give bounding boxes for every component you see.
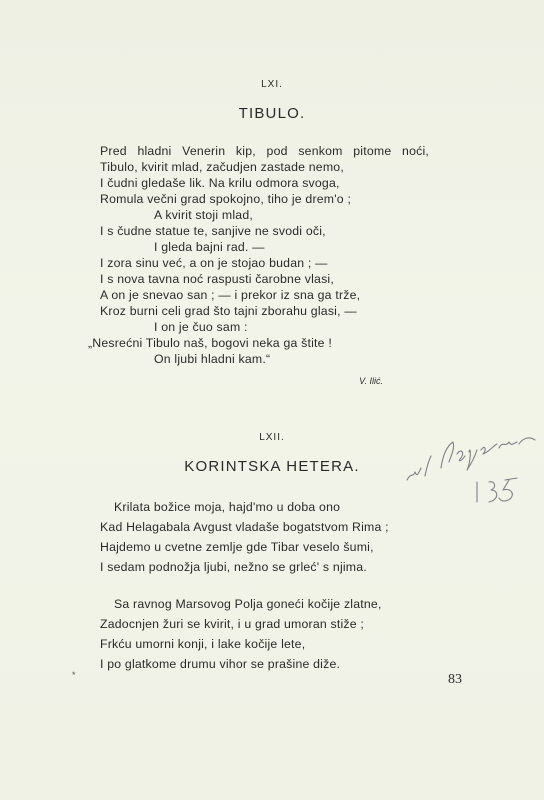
poem-line: I s čudne statue te, sanjive ne svodi oči, — [100, 224, 326, 238]
poem-line: On ljubi hladni kam.“ — [154, 352, 271, 366]
poem-line: A kvirit stoji mlad, — [154, 208, 253, 222]
poem-line: Romula večni grad spokojno, tiho je drem'o ; — [100, 192, 352, 206]
poem-line: „Nesrećni Tibulo naš, bogovi neka ga štite ! — [88, 336, 332, 350]
poem-line: Hajdemo u cvetne zemlje gde Tibar veselo šumi, — [100, 540, 374, 554]
poem-title-korintska-hetera: KORINTSKA HETERA. — [184, 458, 360, 475]
poem-line: Sa ravnog Marsovog Polja goneći kočije zlatne, — [114, 597, 382, 611]
author-signature: V. Ilić. — [359, 376, 383, 386]
poem-line: I on je čuo sam : — [154, 320, 248, 334]
poem-line: Tibulo, kvirit mlad, začudjen zastade nemo, — [100, 160, 344, 174]
poem-line: I gleda bajni rad. — — [154, 240, 265, 254]
poem-line: I zora sinu već, a on je stojao budan ; — — [100, 256, 328, 270]
poem-title-tibulo: TIBULO. — [238, 105, 306, 122]
page-number: 83 — [448, 672, 462, 687]
poem-number-lxii: LXII. — [259, 432, 285, 443]
poem-line: Krilata božice moja, hajd'mo u doba ono — [114, 500, 341, 514]
margin-asterisk: * — [72, 670, 76, 680]
poem-line: I po glatkome drumu vihor se prašine diže. — [100, 657, 341, 671]
poem-line: A on je snevao san ; — i prekor iz sna ga trže, — [100, 288, 361, 302]
poem-line: I čudni gledaše lik. Na krilu odmora svoga, — [100, 176, 340, 190]
poem-line: Pred hladni Venerin kip, pod senkom pitome noći, — [100, 144, 429, 158]
poem-line: Kad Helagabala Avgust vladaše bogatstvom Rima ; — [100, 520, 389, 534]
poem-line: Kroz burni celi grad što tajni zborahu glasi, — — [100, 304, 357, 318]
poem-line: I s nova tavna noć raspusti čarobne vlasi, — [100, 272, 334, 286]
poem-line: I sedam podnožja ljubi, nežno se grleć' s njima. — [100, 560, 367, 574]
poem-number-lxi: LXI. — [261, 79, 283, 90]
poem-line: Zadocnjen žuri se kvirit, i u grad umoran stiže ; — [100, 617, 365, 631]
handwritten-note — [405, 432, 540, 517]
poem-line: Frkću umorni konji, i lake kočije lete, — [100, 637, 306, 651]
